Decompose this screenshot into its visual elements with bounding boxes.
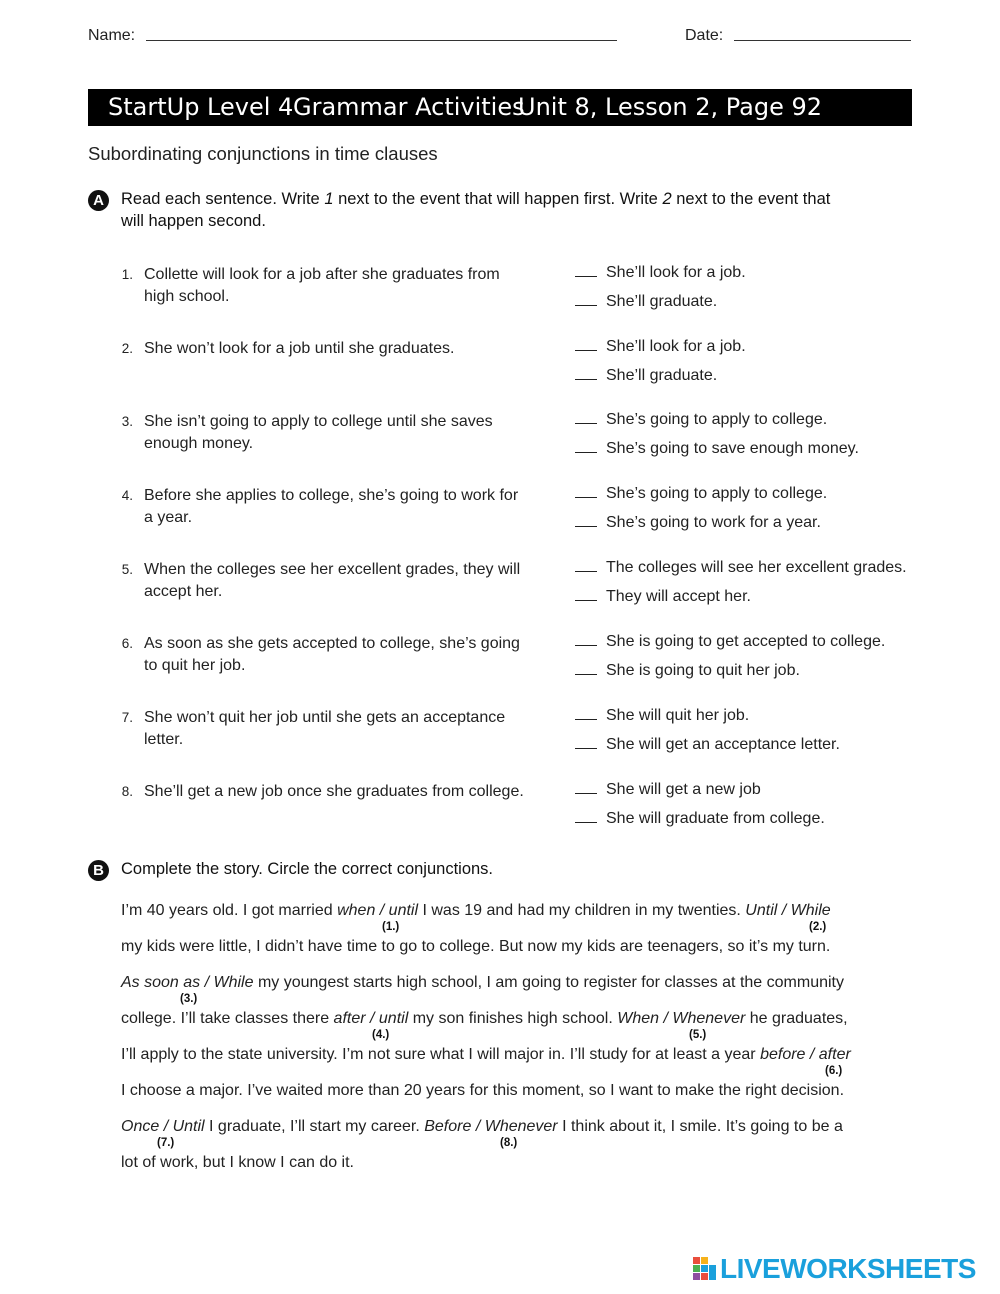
option-row xyxy=(575,338,746,356)
name-field[interactable] xyxy=(146,40,617,41)
item-number: 2. xyxy=(121,341,133,356)
option-row xyxy=(575,810,825,828)
title-bar xyxy=(88,89,912,126)
section-a-badge: A xyxy=(88,190,109,211)
title-location: Unit 8, Lesson 2, Page 92 xyxy=(518,93,823,121)
option-row xyxy=(575,367,717,385)
option-text: She’ll look for a job. xyxy=(606,264,746,281)
item-sentence: As soon as she gets accepted to college, she’s going to quit her job. xyxy=(144,635,520,674)
item-sentence: She won’t quit her job until she gets an acceptance letter. xyxy=(144,709,506,748)
option-row xyxy=(575,440,859,458)
option-text: The colleges will see her excellent grades. xyxy=(606,559,907,576)
item-number: 3. xyxy=(121,414,133,429)
section-b-badge: B xyxy=(88,860,109,881)
blank-number-label: (5.) xyxy=(689,1029,707,1041)
option-row xyxy=(575,736,840,754)
title-level: StartUp Level 4 xyxy=(108,93,294,121)
story-line: my kids were little, I didn’t have time to go to college. But now my kids are teenagers, so it’s my turn. xyxy=(121,938,831,955)
answer-blank[interactable] xyxy=(575,367,597,380)
item-sentence: She’ll get a new job once she graduates from college. xyxy=(144,783,524,800)
item-number: 4. xyxy=(121,488,133,503)
option-text: She’s going to apply to college. xyxy=(606,411,828,428)
date-label: Date: xyxy=(685,27,724,44)
option-text: She is going to get accepted to college. xyxy=(606,633,886,650)
option-text: She’s going to apply to college. xyxy=(606,485,828,502)
item-number: 8. xyxy=(121,784,133,799)
answer-blank[interactable] xyxy=(575,633,597,646)
option-row xyxy=(575,485,827,503)
item-number: 7. xyxy=(121,710,133,725)
story-line: I’ll apply to the state university. I’m not sure what I will major in. I’ll study for at least a year before / after xyxy=(121,1046,851,1063)
story-line: I’m 40 years old. I got married when / until I was 19 and had my children in my twenties. Until / While xyxy=(121,902,831,919)
answer-blank[interactable] xyxy=(575,588,597,601)
blank-number-label: (7.) xyxy=(157,1137,175,1149)
option-row xyxy=(575,588,751,606)
blank-number-label: (6.) xyxy=(825,1065,843,1077)
title-activity: Grammar Activities xyxy=(293,93,525,121)
option-row xyxy=(575,293,717,311)
conjunction-choice[interactable]: Until / While xyxy=(745,902,831,919)
option-text: She will get a new job xyxy=(606,781,761,798)
option-row xyxy=(575,559,907,577)
answer-blank[interactable] xyxy=(575,514,597,527)
option-text: She’s going to save enough money. xyxy=(606,440,859,457)
answer-blank[interactable] xyxy=(575,810,597,823)
option-text: She’ll graduate. xyxy=(606,367,718,384)
answer-blank[interactable] xyxy=(575,736,597,749)
date-field[interactable] xyxy=(734,40,911,41)
option-row xyxy=(575,662,800,680)
conjunction-choice[interactable]: before / after xyxy=(760,1046,851,1063)
answer-blank[interactable] xyxy=(575,411,597,424)
item-sentence: Collette will look for a job after she graduates from high school. xyxy=(144,266,500,305)
page-subtitle: Subordinating conjunctions in time clauses xyxy=(88,143,438,164)
option-text: She will quit her job. xyxy=(606,707,750,724)
option-row xyxy=(575,514,821,532)
blank-number-label: (1.) xyxy=(382,921,400,933)
story-line: college. I’ll take classes there after / until my son finishes high school. When / Whenever he graduates, xyxy=(121,1010,848,1027)
conjunction-choice[interactable]: when / until xyxy=(337,902,419,919)
answer-blank[interactable] xyxy=(575,338,597,351)
option-text: They will accept her. xyxy=(606,588,751,605)
option-row xyxy=(575,411,827,429)
section-a-instruction: Read each sentence. Write 1 next to the event that will happen first. Write 2 next to the event that will happen second. xyxy=(121,190,831,230)
option-row xyxy=(575,707,749,725)
blank-number-label: (8.) xyxy=(500,1137,518,1149)
item-sentence: She won’t look for a job until she graduates. xyxy=(144,340,455,357)
option-text: She is going to quit her job. xyxy=(606,662,800,679)
answer-blank[interactable] xyxy=(575,485,597,498)
option-text: She will get an acceptance letter. xyxy=(606,736,840,753)
conjunction-choice[interactable]: Before / Whenever xyxy=(424,1118,558,1135)
conjunction-choice[interactable]: When / Whenever xyxy=(617,1010,746,1027)
answer-blank[interactable] xyxy=(575,707,597,720)
blank-number-label: (2.) xyxy=(809,921,827,933)
answer-blank[interactable] xyxy=(575,662,597,675)
option-text: She’ll graduate. xyxy=(606,293,718,310)
item-number: 5. xyxy=(121,562,133,577)
conjunction-choice[interactable]: Once / Until xyxy=(121,1118,205,1135)
answer-blank[interactable] xyxy=(575,440,597,453)
blank-number-label: (4.) xyxy=(372,1029,390,1041)
answer-blank[interactable] xyxy=(575,559,597,572)
story-line: I choose a major. I’ve waited more than 20 years for this moment, so I want to make the right decision. xyxy=(121,1082,845,1099)
section-b-instruction: Complete the story. Circle the correct conjunctions. xyxy=(121,860,494,878)
answer-blank[interactable] xyxy=(575,264,597,277)
logo-text: LIVEWORKSHEETS xyxy=(720,1253,976,1284)
logo-blocks-icon xyxy=(693,1257,717,1283)
option-text: She’s going to work for a year. xyxy=(606,514,821,531)
answer-blank[interactable] xyxy=(575,781,597,794)
item-number: 6. xyxy=(121,636,133,651)
item-number: 1. xyxy=(121,267,133,282)
item-sentence: Before she applies to college, she’s going to work for a year. xyxy=(144,487,519,526)
item-sentence: When the colleges see her excellent grades, they will accept her. xyxy=(144,561,521,600)
answer-blank[interactable] xyxy=(575,293,597,306)
conjunction-choice[interactable]: As soon as / While xyxy=(121,974,254,991)
name-label: Name: xyxy=(88,27,136,44)
blank-number-label: (3.) xyxy=(180,993,198,1005)
story-line: lot of work, but I know I can do it. xyxy=(121,1154,354,1171)
conjunction-choice[interactable]: after / until xyxy=(333,1010,409,1027)
option-row xyxy=(575,781,761,799)
option-text: She will graduate from college. xyxy=(606,810,825,827)
story-line: Once / Until I graduate, I’ll start my career. Before / Whenever I think about it, I smile. It’s going to be a xyxy=(121,1118,843,1135)
option-row xyxy=(575,264,746,282)
option-row xyxy=(575,633,885,651)
option-text: She’ll look for a job. xyxy=(606,338,746,355)
item-sentence: She isn’t going to apply to college until she saves enough money. xyxy=(144,413,493,452)
story-line: As soon as / While my youngest starts high school, I am going to register for classes at the community xyxy=(121,974,844,991)
